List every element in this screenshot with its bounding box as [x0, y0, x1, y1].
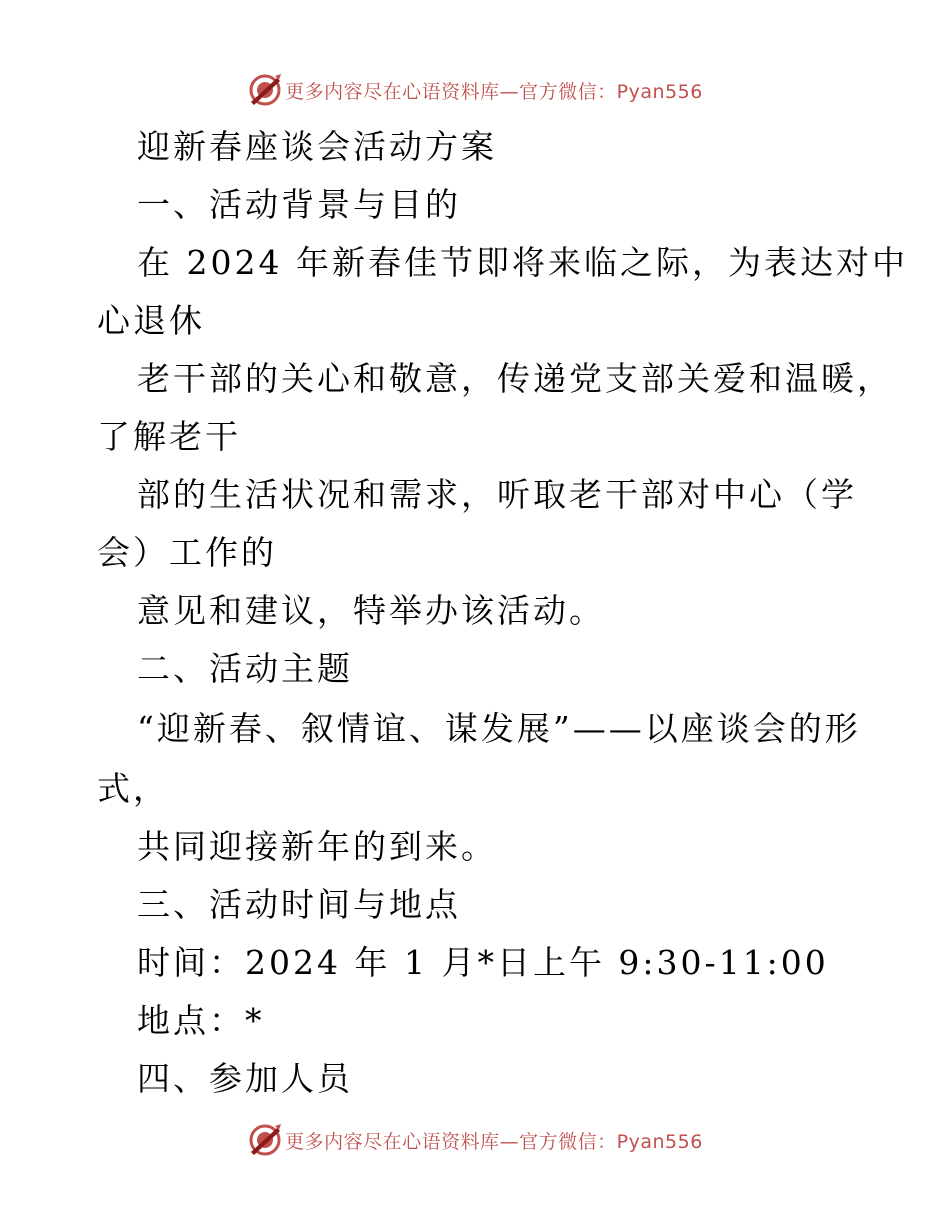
header-watermark [0, 70, 950, 110]
paragraph-line: 式， [97, 769, 169, 808]
pen-logo-icon [247, 72, 283, 108]
time-line: 时间：2024 年 1 月*日上午 9:30-11:00 [137, 943, 829, 982]
watermark-text: 更多内容尽在心语资料库—官方微信：Pyan556 [285, 1130, 703, 1153]
section-heading-2: 二、活动主题 [137, 649, 353, 688]
paragraph-line: 意见和建议，特举办该活动。 [137, 591, 605, 630]
paragraph-line: “迎新春、叙情谊、谋发展”——以座谈会的形 [137, 709, 861, 748]
paragraph-line: 共同迎接新年的到来。 [137, 827, 497, 866]
location-line: 地点：* [137, 1001, 265, 1040]
paragraph-line: 心退休 [97, 301, 205, 340]
section-heading-4: 四、参加人员 [137, 1059, 353, 1098]
document-title: 迎新春座谈会活动方案 [137, 127, 497, 166]
section-heading-3: 三、活动时间与地点 [137, 885, 461, 924]
paragraph-line: 部的生活状况和需求，听取老干部对中心（学 [137, 475, 857, 514]
pen-logo-icon [247, 1122, 283, 1158]
paragraph-line: 老干部的关心和敬意，传递党支部关爱和温暖， [137, 359, 893, 398]
watermark-text: 更多内容尽在心语资料库—官方微信：Pyan556 [285, 80, 703, 103]
paragraph-line: 在 2024 年新春佳节即将来临之际，为表达对中 [137, 243, 908, 282]
footer-watermark [0, 1120, 950, 1160]
paragraph-line: 了解老干 [97, 417, 241, 456]
paragraph-line: 会）工作的 [97, 533, 277, 572]
section-heading-1: 一、活动背景与目的 [137, 185, 461, 224]
